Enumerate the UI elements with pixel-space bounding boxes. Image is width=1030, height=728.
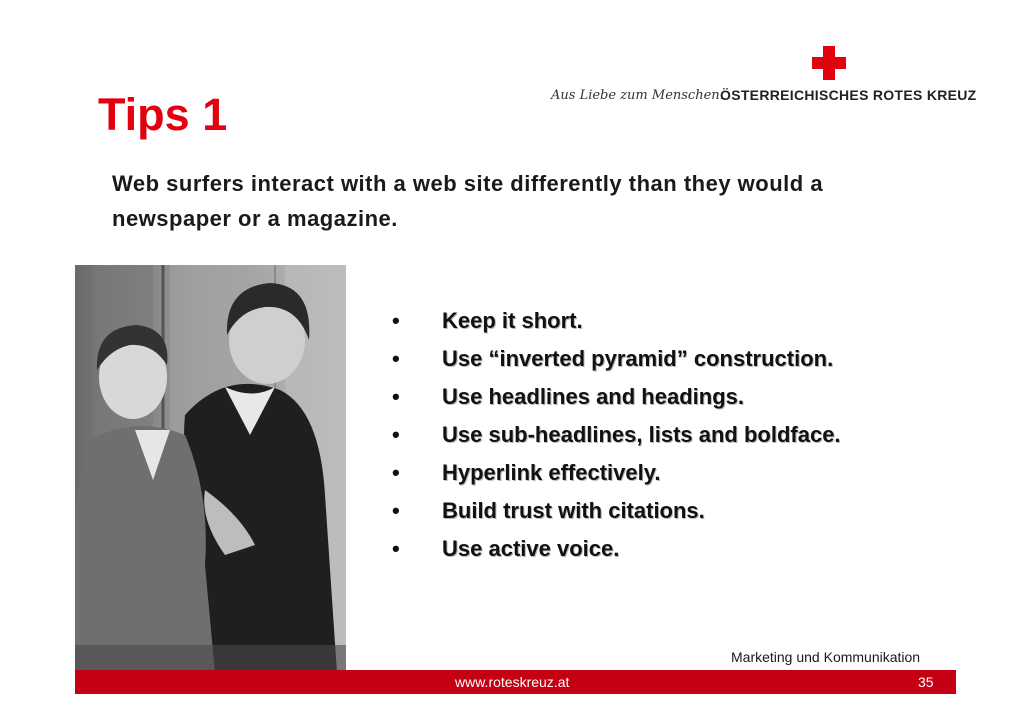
tip-text: Use sub-headlines, lists and boldface. xyxy=(442,422,841,447)
bullet: • xyxy=(392,498,400,523)
list-item xyxy=(386,416,841,454)
list-item xyxy=(386,492,841,530)
list-item xyxy=(386,378,841,416)
list-item xyxy=(386,530,841,568)
bullet: • xyxy=(392,536,400,561)
list-item xyxy=(386,340,841,378)
slide-subtitle: Web surfers interact with a web site differently than they would a newspaper or a magazine. xyxy=(112,171,824,231)
photo-mother-and-boy xyxy=(75,265,346,673)
bullet: • xyxy=(392,422,400,447)
bullet: • xyxy=(392,308,400,333)
footer-url-link[interactable]: www.roteskreuz.at xyxy=(455,674,570,690)
list-item xyxy=(386,454,841,492)
tips-list xyxy=(386,302,841,568)
tip-text: Hyperlink effectively. xyxy=(442,460,661,485)
slide-title: Tips 1 xyxy=(98,89,228,140)
organization-name: ÖSTERREICHISCHES ROTES KREUZ xyxy=(720,87,977,103)
list-item xyxy=(386,302,841,340)
page-number: 35 xyxy=(918,674,934,690)
red-cross-icon xyxy=(812,46,846,80)
bullet: • xyxy=(392,384,400,409)
motto: Aus Liebe zum Menschen. xyxy=(551,88,724,103)
tip-text: Use “inverted pyramid” construction. xyxy=(442,346,834,371)
bullet: • xyxy=(392,346,400,371)
bullet: • xyxy=(392,460,400,485)
tip-text: Keep it short. xyxy=(442,308,583,333)
tip-text: Build trust with citations. xyxy=(442,498,705,523)
footer-department: Marketing und Kommunikation xyxy=(731,649,921,665)
tip-text: Use active voice. xyxy=(442,536,620,561)
tip-text: Use headlines and headings. xyxy=(442,384,744,409)
